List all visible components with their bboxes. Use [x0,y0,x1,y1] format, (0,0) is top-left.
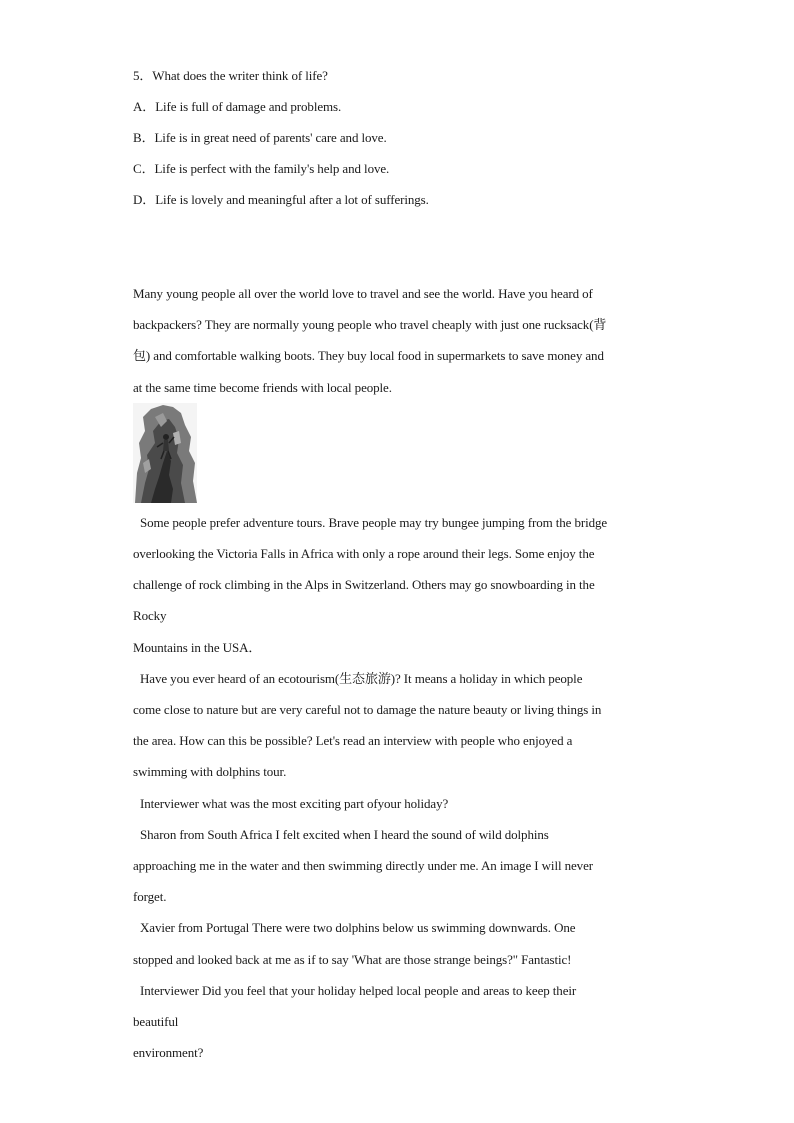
passage-line: Have you ever heard of an ecotourism(生态旅游)? It means a holiday in which people [140,671,583,686]
interview-line: Sharon from South Africa I felt excited when I heard the sound of wild dolphins [140,827,549,842]
passage-line: Many young people all over the world love to travel and see the world. Have you heard of [133,286,593,301]
passage-line: 包) and comfortable walking boots. They buy local food in supermarkets to save money and [133,348,604,363]
interview-line: Interviewer what was the most exciting part ofyour holiday? [140,796,449,811]
passage-line: at the same time become friends with local people. [133,380,392,395]
passage-line: challenge of rock climbing in the Alps in Switzerland. Others may go snowboarding in the [133,577,595,592]
passage-line: swimming with dolphins tour. [133,764,287,779]
passage-line: come close to nature but are very careful not to damage the nature beauty or living things in [133,702,602,717]
interview-line: Interviewer Did you feel that your holiday helped local people and areas to keep their [140,983,577,998]
passage-line: Rocky [133,608,167,623]
option-a: A．Life is full of damage and problems. [133,99,342,114]
passage-line: overlooking the Victoria Falls in Africa with only a rope around their legs. Some enjoy the [133,546,595,561]
option-c: C．Life is perfect with the family's help and love. [133,161,390,176]
passage-line: backpackers? They are normally young people who travel cheaply with just one rucksack(背 [133,317,607,332]
passage-line: Some people prefer adventure tours. Brave people may try bungee jumping from the bridge [140,515,608,530]
interview-line: stopped and looked back at me as if to say 'What are those strange beings?" Fantastic! [133,952,572,967]
interview-line: Xavier from Portugal There were two dolphins below us swimming downwards. One [140,920,576,935]
interview-line: environment? [133,1045,204,1060]
option-d: D．Life is lovely and meaningful after a lot of sufferings. [133,192,429,207]
interview-line: forget. [133,889,167,904]
passage-line: Mountains in the USA． [133,640,262,655]
option-b: B．Life is in great need of parents' care and love. [133,130,387,145]
interview-line: beautiful [133,1014,179,1029]
passage-line: the area. How can this be possible? Let's read an interview with people who enjoyed a [133,733,573,748]
interview-line: approaching me in the water and then swimming directly under me. An image I will never [133,858,593,873]
question-stem: 5．What does the writer think of life? [133,68,328,83]
rock-climbing-photo [133,403,197,503]
